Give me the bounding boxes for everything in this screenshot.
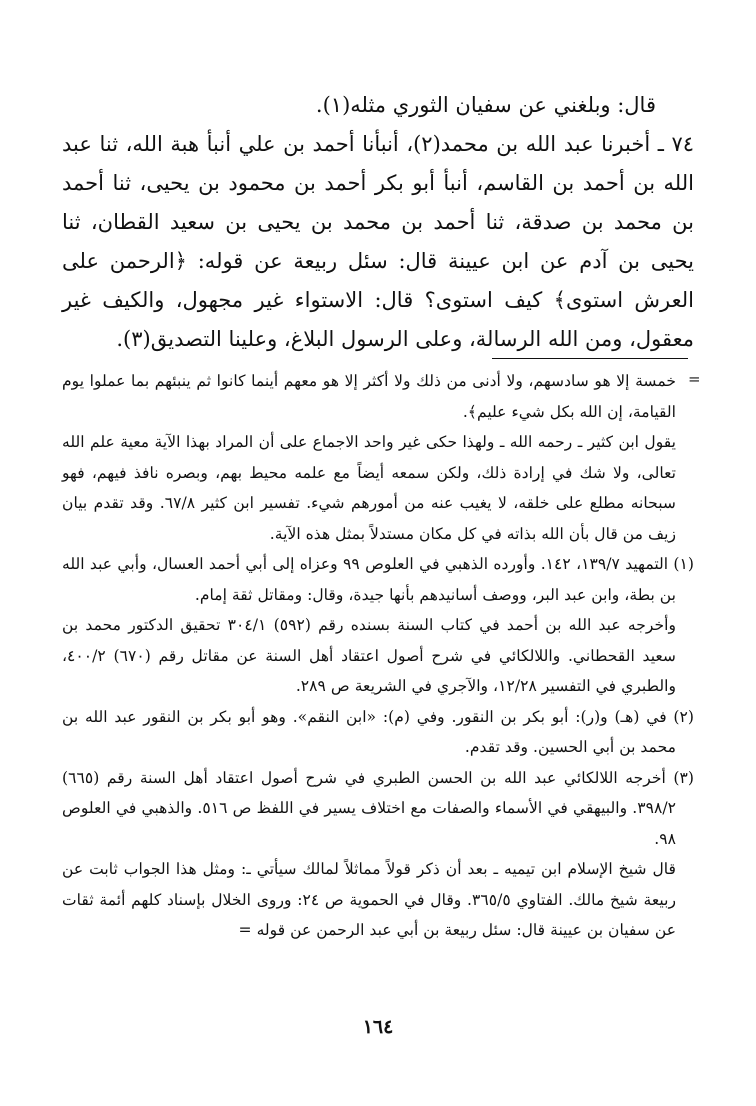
footnote-1-continued: وأخرجه عبد الله بن أحمد في كتاب السنة بسنده رقم (٥٩٢) ٣٠٤/١ تحقيق الدكتور محمد بن سعيد القحطاني. واللالكائي في شرح أصول اعتقاد أهل السنة عن مقاتل رقم (٦٧٠) ٤٠٠/٢، والطبري في التفسير ١٢/٢٨، والآجري في الشريعة ص ٢٨٩.: [62, 616, 676, 695]
footnote-continuation-1: خمسة إلا هو سادسهم، ولا أدنى من ذلك ولا أكثر إلا هو معهم أينما كانوا ثم ينبئهم بما عملوا يوم القيامة، إن الله بكل شيء عليم﴾.: [62, 372, 676, 421]
footnote-2: (٢) في (هـ) و(ر): أبو بكر بن النقور. وفي (م): «ابن النقم». وهو أبو بكر بن النقور عبد الله بن محمد بن أبي الحسين. وقد تقدم.: [62, 707, 694, 756]
footnote-1: (١) التمهيد ١٣٩/٧، ١٤٢. وأورده الذهبي في العلوص ٩٩ وعزاه إلى أبي أحمد العسال، وأبي عبد الله بن بطة، وابن عبد البر، ووصف أسانيدهم بأنها جيدة، وقال: ومقاتل ثقة إمام.: [62, 555, 694, 604]
main-text-line-1: قال: وبلغني عن سفيان الثوري مثله(١).: [315, 93, 656, 117]
page-number: ١٦٤: [362, 1016, 394, 1038]
footnote-continuation-2: يقول ابن كثير ـ رحمه الله ـ ولهذا حكى غير واحد الاجماع على أن المراد بهذا الآية معية علم الله تعالى، ولا شك في إرادة ذلك، ولكن سمعه أيضاً مع علمه محيط بهم، وبصره نافذ فيهم، فهو سبحانه مطلع على خلقه، لا يغيب عنه من أمورهم شيء. تفسير ابن كثير ٦٧/٨. وقد تقدم بيان زيف من قال بأن الله بذاته في كل مكان مستدلاً بمثل هذه الآية.: [62, 433, 676, 543]
footnotes-section: [62, 366, 694, 946]
main-text: [62, 86, 694, 359]
footnote-continuation-mark: =: [688, 370, 701, 388]
footnote-3-continued: قال شيخ الإسلام ابن تيميه ـ بعد أن ذكر قولاً مماثلاً لمالك سيأتي ـ: ومثل هذا الجواب ثابت عن ربيعة شيخ مالك. الفتاوي ٣٦٥/٥. وقال في الحموية ص ٢٤: وروى الخلال بإسناد كلهم أئمة ثقات عن سفيان بن عيينة قال: سئل ربيعة بن أبي عبد الرحمن عن قوله =: [62, 860, 676, 939]
footnote-3: (٣) أخرجه اللالكائي عبد الله بن الحسن الطبري في شرح أصول اعتقاد أهل السنة رقم (٦٦٥) ٣٩٨/٢. والبيهقي في الأسماء والصفات مع اختلاف يسير في اللفظ ص ٥١٦. والذهبي في العلوص ٩٨.: [62, 768, 694, 848]
hadith-74-paragraph: ٧٤ ـ أخبرنا عبد الله بن محمد(٢)، أنبأنا أحمد بن علي أنبأ هبة الله، ثنا عبد الله بن أحمد بن القاسم، أنبأ أبو بكر أحمد بن محمود بن يحيى، ثنا أحمد بن محمد بن صدقة، ثنا أحمد بن محمد بن يحيى بن سعيد القطان، ثنا يحيى بن آدم عن ابن عيينة قال: سئل ربيعة عن قوله: ﴿الرحمن على العرش استوى﴾ كيف استوى؟ قال: الاستواء غير مجهول، والكيف غير معقول، ومن الله الرسالة، وعلى الرسول البلاغ، وعلينا التصديق(٣).: [62, 132, 694, 351]
footnote-separator: [492, 358, 688, 359]
